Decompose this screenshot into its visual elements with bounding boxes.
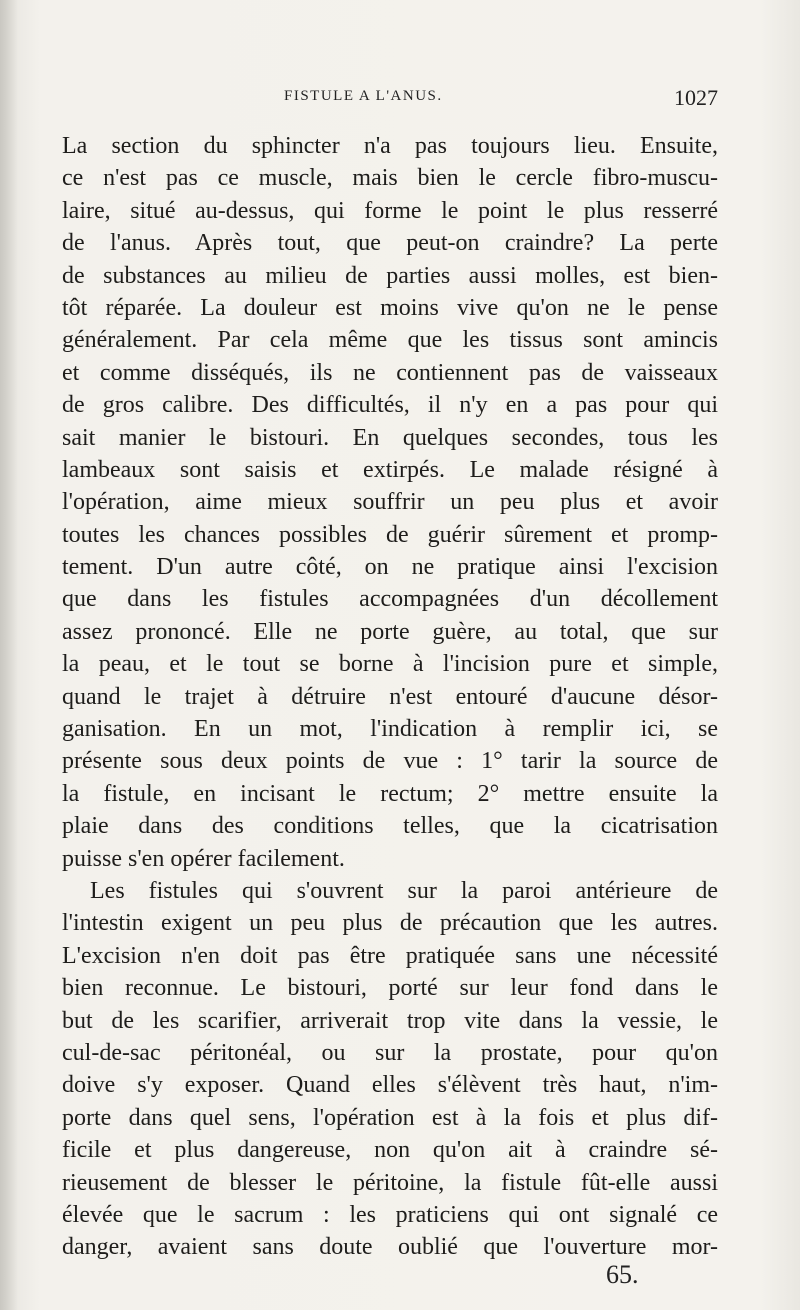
page-number: 1027 — [674, 85, 718, 110]
paragraph-first-line: Les fistules qui s'ouvrent sur la paroi antérieure de — [90, 877, 718, 904]
text-line: doive s'y exposer. Quand elles s'élèvent très haut, n'im- — [62, 1072, 718, 1099]
text-line: lambeaux sont saisis et extirpés. Le malade résigné à — [62, 456, 718, 483]
body-text — [62, 130, 718, 1264]
text-line: plaie dans des conditions telles, que la cicatrisation — [62, 813, 718, 840]
text-line: ce n'est pas ce muscle, mais bien le cercle fibro-muscu- — [62, 165, 718, 192]
page-gutter-shadow — [0, 0, 18, 1310]
text-line: bien reconnue. Le bistouri, porté sur leur fond dans le — [62, 975, 718, 1002]
text-line: danger, avaient sans doute oublié que l'ouverture mor- — [62, 1234, 718, 1261]
text-line: ganisation. En un mot, l'indication à remplir ici, se — [62, 716, 718, 743]
text-line: de substances au milieu de parties aussi molles, est bien- — [62, 262, 718, 289]
text-line: et comme disséqués, ils ne contiennent pas de vaisseaux — [62, 359, 718, 386]
text-line: ficile et plus dangereuse, non qu'on ait à craindre sé- — [62, 1137, 718, 1164]
paragraph-last-line: puisse s'en opérer facilement. — [62, 845, 345, 872]
text-line: tôt réparée. La douleur est moins vive qu'on ne le pense — [62, 294, 718, 321]
text-line: laire, situé au-dessus, qui forme le point le plus resserré — [62, 197, 718, 224]
text-line: que dans les fistules accompagnées d'un décollement — [62, 586, 718, 613]
text-line: la fistule, en incisant le rectum; 2° mettre ensuite la — [62, 780, 718, 807]
text-line: élevée que le sacrum : les praticiens qui ont signalé ce — [62, 1201, 718, 1228]
text-line: porte dans quel sens, l'opération est à la fois et plus dif- — [62, 1104, 718, 1131]
signature-mark: 65. — [606, 1260, 639, 1289]
page-header — [62, 85, 718, 118]
text-line: rieusement de blesser le péritoine, la fistule fût-elle aussi — [62, 1169, 718, 1196]
text-line: La section du sphincter n'a pas toujours lieu. Ensuite, — [62, 133, 718, 159]
text-line: tement. D'un autre côté, on ne pratique ainsi l'excision — [62, 554, 718, 581]
text-line: sait manier le bistouri. En quelques secondes, tous les — [62, 424, 718, 451]
text-line: quand le trajet à détruire n'est entouré d'aucune désor- — [62, 683, 718, 710]
text-line: toutes les chances possibles de guérir sûrement et promp- — [62, 521, 718, 548]
running-head: FISTULE A L'ANUS. — [284, 88, 443, 104]
text-line: but de les scarifier, arriverait trop vite dans la vessie, le — [62, 1007, 718, 1034]
text-line: l'opération, aime mieux souffrir un peu plus et avoir — [62, 489, 718, 516]
text-line: la peau, et le tout se borne à l'incision pure et simple, — [62, 651, 718, 678]
text-line: présente sous deux points de vue : 1° tarir la source de — [62, 748, 718, 775]
text-line: l'intestin exigent un peu plus de précaution que les autres. — [62, 910, 718, 937]
text-line: généralement. Par cela même que les tissus sont amincis — [62, 327, 718, 354]
text-line: L'excision n'en doit pas être pratiquée sans une nécessité — [62, 942, 718, 969]
text-line: de l'anus. Après tout, que peut-on craindre? La perte — [62, 230, 718, 257]
text-line: assez prononcé. Elle ne porte guère, au total, que sur — [62, 618, 718, 645]
text-line: cul-de-sac péritonéal, ou sur la prostate, pour qu'on — [62, 1039, 718, 1066]
text-line: de gros calibre. Des difficultés, il n'y en a pas pour qui — [62, 392, 718, 419]
